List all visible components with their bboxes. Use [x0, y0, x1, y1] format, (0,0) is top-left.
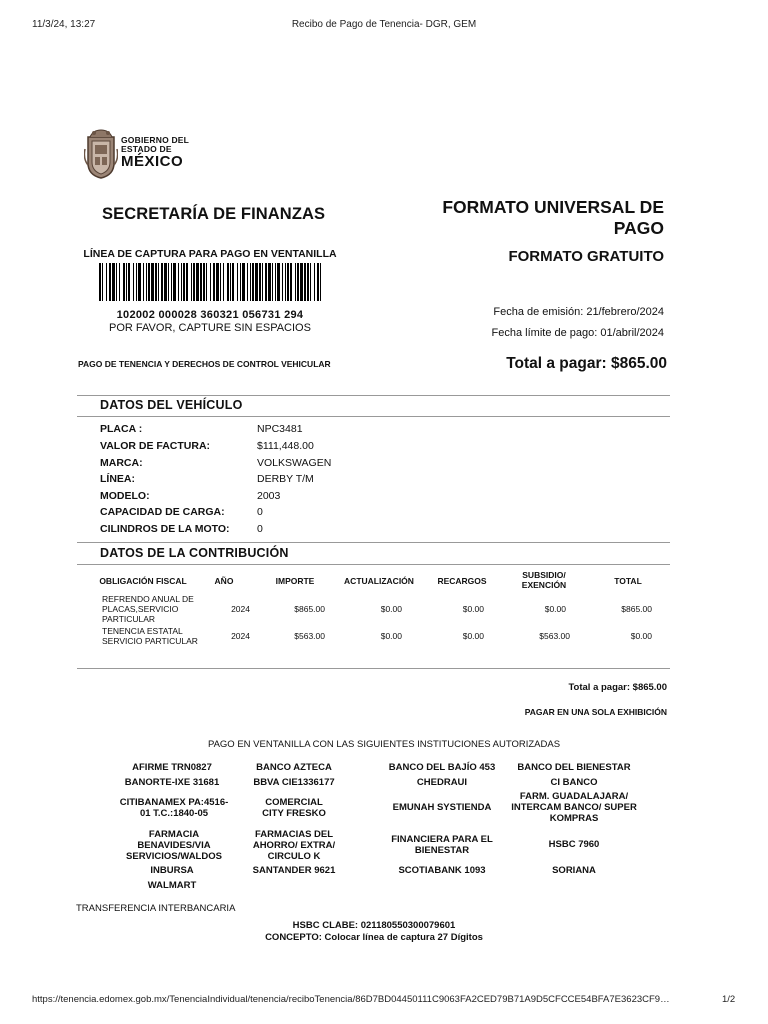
logo-text [121, 136, 189, 170]
concepto-transferencia: CONCEPTO: Colocar línea de captura 27 Dígitos [265, 932, 483, 943]
barcode-bar [250, 263, 251, 301]
vehiculo-label: VALOR DE FACTURA: [100, 440, 211, 452]
barcode-bar [112, 263, 115, 301]
barcode-bar [320, 263, 321, 301]
barcode-bar [247, 263, 248, 301]
linea-captura-label: LÍNEA DE CAPTURA PARA PAGO EN VENTANILLA [83, 248, 337, 260]
barcode-bar [300, 263, 303, 301]
institucion-item: HSBC 7960 [548, 839, 600, 850]
formato-gratuito-title: FORMATO GRATUITO [508, 248, 664, 265]
barcode-bar [314, 263, 315, 301]
barcode-bar [230, 263, 231, 301]
vehiculo-value: VOLKSWAGEN [257, 457, 332, 469]
vehiculo-value: $111,448.00 [257, 440, 314, 452]
column-header: ACTUALIZACIÓN [344, 576, 414, 586]
vehiculo-label: MODELO: [100, 490, 150, 502]
barcode-bar [252, 263, 254, 301]
divider [77, 668, 670, 669]
institucion-item: BANORTE-IXE 31681 [124, 777, 220, 788]
institucion-item: BBVA CIE1336177 [253, 777, 335, 788]
barcode-bar [206, 263, 207, 301]
vehiculo-label: LÍNEA: [100, 473, 135, 485]
institucion-item: SANTANDER 9621 [252, 865, 336, 876]
instituciones-title: PAGO EN VENTANILLA CON LAS SIGUIENTES INSTITUCIONES AUTORIZADAS [207, 739, 561, 750]
barcode-bar [295, 263, 296, 301]
vehiculo-section-title: DATOS DEL VEHÍCULO [100, 398, 243, 412]
barcode-bar [126, 263, 127, 301]
divider [77, 395, 670, 396]
divider [77, 542, 670, 543]
barcode-icon [99, 263, 321, 301]
barcode-bar [109, 263, 111, 301]
institucion-item: BANCO DEL BIENESTAR [517, 762, 631, 773]
table-cell-obligacion: TENENCIA ESTATAL SERVICIO PARTICULAR [102, 626, 198, 646]
barcode-bar [136, 263, 137, 301]
barcode-bar [191, 263, 192, 301]
barcode-bar [227, 263, 229, 301]
logo-line-2: ESTADO DE [121, 144, 172, 154]
column-header: IMPORTE [275, 576, 315, 586]
barcode-bar [196, 263, 199, 301]
barcode-bar [155, 263, 157, 301]
barcode-bar [265, 263, 267, 301]
barcode-bar [268, 263, 271, 301]
vehiculo-value: NPC3481 [257, 423, 303, 435]
institucion-item: CI BANCO [550, 777, 598, 788]
table-cell-total: $0.00 [630, 631, 652, 641]
barcode-bar [282, 263, 283, 301]
barcode-bar [220, 263, 221, 301]
coat-of-arms-icon [84, 129, 118, 179]
institucion-item: FARMACIAS DEL AHORRO/ EXTRA/ CIRCULO K [252, 829, 336, 862]
barcode-bar [186, 263, 188, 301]
divider [77, 564, 670, 565]
barcode-bar [203, 263, 205, 301]
institucion-item: BANCO AZTECA [256, 762, 332, 773]
table-cell-anio: 2024 [231, 604, 250, 614]
institucion-item: SCOTIABANK 1093 [398, 865, 486, 876]
barcode-bar [285, 263, 286, 301]
institucion-item: FARM. GUADALAJARA/ INTERCAM BANCO/ SUPER KOMPRAS [511, 791, 637, 824]
barcode-bar [119, 263, 120, 301]
barcode-bar [128, 263, 130, 301]
table-cell-anio: 2024 [231, 631, 250, 641]
column-header: SUBSIDIO/ EXENCIÓN [521, 570, 567, 590]
barcode-bar [99, 263, 101, 301]
barcode-bar [232, 263, 234, 301]
vehiculo-value: 0 [257, 523, 263, 535]
hsbc-clabe: HSBC CLABE: 021180550300079601 [292, 920, 456, 931]
barcode-bar [173, 263, 176, 301]
barcode-bar [242, 263, 245, 301]
transferencia-title: TRANSFERENCIA INTERBANCARIA [76, 903, 236, 914]
table-cell-importe: $563.00 [294, 631, 325, 641]
contribucion-section-title: DATOS DE LA CONTRIBUCIÓN [100, 546, 289, 560]
vehiculo-label: PLACA : [100, 423, 143, 435]
linea-captura-number: 102002 000028 360321 056731 294 [116, 309, 304, 321]
table-cell-total: $865.00 [621, 604, 652, 614]
divider [77, 416, 670, 417]
barcode-bar [158, 263, 159, 301]
barcode-bar [213, 263, 215, 301]
column-header: OBLIGACIÓN FISCAL [99, 576, 187, 586]
barcode-bar [146, 263, 147, 301]
fecha-emision: Fecha de emisión: 21/febrero/2024 [493, 306, 664, 318]
institucion-item: CHEDRAUI [416, 777, 468, 788]
barcode-bar [223, 263, 224, 301]
vehiculo-label: MARCA: [100, 457, 143, 469]
barcode-bar [171, 263, 172, 301]
barcode-bar [290, 263, 292, 301]
secretaria-title: SECRETARÍA DE FINANZAS [102, 205, 326, 223]
barcode-bar [304, 263, 306, 301]
barcode-bar [275, 263, 276, 301]
institucion-item: BANCO DEL BAJÍO 453 [388, 762, 496, 773]
barcode-bar [181, 263, 182, 301]
table-cell-actualizacion: $0.00 [380, 631, 402, 641]
barcode-bar [240, 263, 241, 301]
barcode-bar [164, 263, 167, 301]
vehiculo-label: CILINDROS DE LA MOTO: [100, 523, 230, 535]
column-header: RECARGOS [437, 576, 487, 586]
barcode-bar [210, 263, 211, 301]
barcode-bar [200, 263, 202, 301]
logo-line-3: MÉXICO [121, 153, 184, 170]
barcode-bar [216, 263, 219, 301]
barcode-bar [161, 263, 163, 301]
barcode-bar [151, 263, 154, 301]
table-cell-recargos: $0.00 [462, 631, 484, 641]
vehiculo-value: 0 [257, 506, 263, 518]
capture-note: POR FAVOR, CAPTURE SIN ESPACIOS [109, 322, 311, 334]
column-header: TOTAL [614, 576, 642, 586]
table-cell-importe: $865.00 [294, 604, 325, 614]
total-a-pagar-summary: Total a pagar: $865.00 [568, 682, 667, 693]
barcode-bar [259, 263, 261, 301]
gobierno-logo [84, 129, 204, 181]
table-cell-obligacion: REFRENDO ANUAL DE PLACAS,SERVICIO PARTICULAR [102, 594, 194, 624]
print-title: Recibo de Pago de Tenencia- DGR, GEM [291, 19, 477, 30]
barcode-bar [133, 263, 134, 301]
institucion-item: CITIBANAMEX PA:4516-01 T.C.:1840-05 [119, 797, 229, 819]
table-cell-subsidio: $0.00 [544, 604, 566, 614]
barcode-bar [262, 263, 263, 301]
concepto-pago: PAGO DE TENENCIA Y DERECHOS DE CONTROL VEHICULAR [78, 359, 331, 369]
barcode-bar [297, 263, 299, 301]
institucion-item: INBURSA [150, 865, 194, 876]
institucion-item: AFIRME TRN0827 [132, 762, 212, 773]
fecha-limite: Fecha límite de pago: 01/abril/2024 [491, 327, 664, 339]
barcode-bar [116, 263, 117, 301]
institucion-item: EMUNAH SYSTIENDA [392, 802, 492, 813]
total-a-pagar-header: Total a pagar: $865.00 [506, 355, 667, 372]
logo-line-1: GOBIERNO DEL [121, 135, 190, 145]
barcode-bar [255, 263, 258, 301]
barcode-bar [287, 263, 289, 301]
barcode-bar [138, 263, 141, 301]
print-url: https://tenencia.edomex.gob.mx/TenenciaIndividual/tenencia/reciboTenencia/86D7BD04450111C9063FA2CED79B71A9D5CFCCE54BFA7E3623CF9… [32, 994, 670, 1005]
barcode-bar [310, 263, 311, 301]
barcode-bar [168, 263, 169, 301]
vehiculo-value: DERBY T/M [257, 473, 314, 485]
institucion-item: SORIANA [552, 865, 596, 876]
barcode-bar [272, 263, 273, 301]
institucion-item: FARMACIA BENAVIDES/VIA SERVICIOS/WALDOS [126, 829, 222, 862]
barcode-bar [193, 263, 195, 301]
barcode-bar [143, 263, 144, 301]
print-page-number: 1/2 [722, 994, 736, 1005]
barcode-bar [277, 263, 280, 301]
barcode-bar [237, 263, 238, 301]
institucion-item: FINANCIERA PARA EL BIENESTAR [391, 834, 493, 856]
barcode-bar [307, 263, 309, 301]
barcode-bar [317, 263, 319, 301]
institucion-item: COMERCIAL CITY FRESKO [262, 797, 326, 819]
vehiculo-value: 2003 [257, 490, 281, 502]
sola-exhibicion-note: PAGAR EN UNA SOLA EXHIBICIÓN [524, 707, 667, 717]
barcode-bar [183, 263, 185, 301]
table-cell-subsidio: $563.00 [539, 631, 570, 641]
barcode-bar [106, 263, 107, 301]
barcode-bar [178, 263, 179, 301]
barcode-bar [102, 263, 103, 301]
barcode-bar [123, 263, 125, 301]
print-datetime: 11/3/24, 13:27 [32, 19, 96, 30]
column-header: AÑO [214, 576, 234, 586]
table-cell-recargos: $0.00 [462, 604, 484, 614]
barcode-bar [148, 263, 150, 301]
institucion-item: WALMART [147, 880, 197, 891]
table-cell-actualizacion: $0.00 [380, 604, 402, 614]
vehiculo-label: CAPACIDAD DE CARGA: [100, 506, 225, 518]
formato-universal-title: FORMATO UNIVERSAL DE PAGO [442, 197, 664, 238]
